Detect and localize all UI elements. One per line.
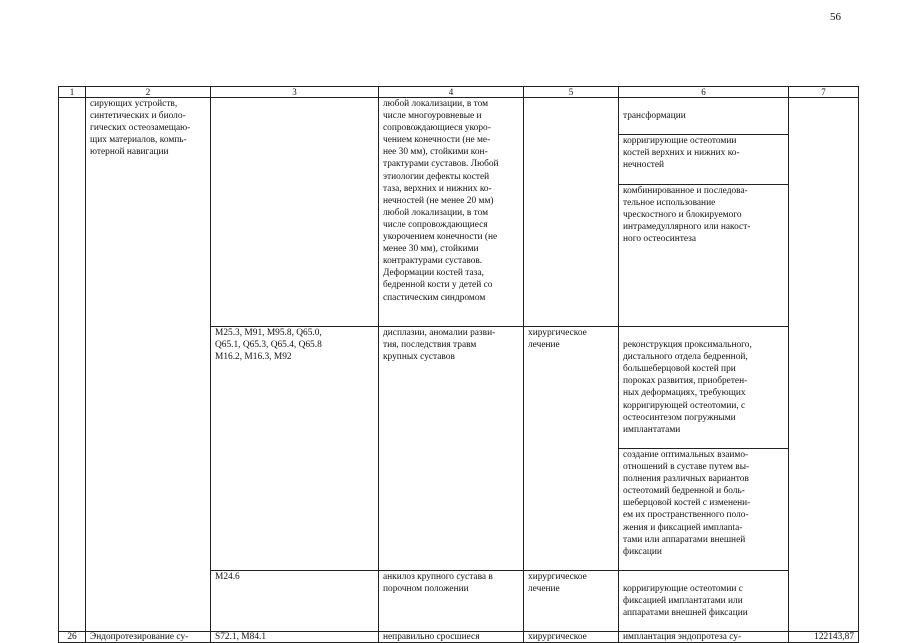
cost-cell: 122143,87	[789, 632, 859, 643]
treatment-method-cell	[619, 98, 789, 327]
treatment-type-cell: хирургическое	[524, 632, 619, 643]
treatment-method-item: реконструкция проксимального, дистального отдела бедренной, большеберцовой костей при пороках развития, приобретен- ных деформациях, требующих корригирующей остеотомии, с остеосинтезом погружными имплантатами	[623, 340, 752, 435]
patient-model-cell: анкилоз крупного сустава в порочном положении	[379, 570, 524, 631]
care-type-cell: Эндопротезирование су-	[86, 632, 211, 643]
diagnosis-codes-cell	[211, 98, 379, 327]
diagnosis-codes-cell: M24.6	[211, 570, 379, 631]
diagnosis-codes-cell: S72.1, M84.1	[211, 632, 379, 643]
treatment-method-item: трансформации	[623, 111, 686, 122]
column-number-3: 3	[211, 87, 379, 98]
treatment-method-cell	[619, 570, 789, 631]
column-number-4: 4	[379, 87, 524, 98]
column-number-5: 5	[524, 87, 619, 98]
treatment-method-item: корригирующие остеотомии с фиксацией имплантатами или аппаратами внешней фиксации	[623, 583, 748, 619]
diagnosis-codes-cell: M25.3, M91, M95.8, Q65.0, Q65.1, Q65.3, Q65.4, Q65.8 M16.2, M16.3, M92	[211, 327, 379, 571]
patient-model-cell: любой локализации, в том числе многоуровневые и сопровождающиеся укоро- чением конечности (не ме- нее 30 мм), стойкими кон- трактурами суставов. Любой этиологии дефекты костей таза, верхних и нижних ко- нечностей (не менее 20 мм) любой локализации, в том числе сопровождающиеся укорочением конечности (не менее 30 мм), стойкими контрактурами суставов. Деформации костей таза, бедренной кости у детей со спастическим синдромом	[379, 98, 524, 327]
item-number-cell: 26	[59, 632, 86, 643]
treatment-method-item: корригирующие остеотомии костей верхних и нижних ко- нечностей	[619, 134, 788, 171]
cost-cell	[789, 98, 859, 632]
table-row	[59, 98, 859, 327]
column-number-header-row	[59, 87, 859, 98]
treatment-method-item: создание оптимальных взаимо- отношений в суставе путем вы- полнения различных вариантов остеотомий бедренной и боль- шеберцовой костей с изменени- ем их пространственного поло- жения и фиксацией имплanta- тами или аппаратами внешней фиксации	[619, 448, 788, 558]
treatment-type-cell: хирургическое лечение	[524, 327, 619, 571]
medical-care-table	[58, 86, 859, 643]
treatment-type-cell: хирургическое лечение	[524, 570, 619, 631]
column-number-1: 1	[59, 87, 86, 98]
item-number-cell	[59, 98, 86, 632]
page-number: 56	[830, 11, 841, 23]
treatment-type-cell	[524, 98, 619, 327]
patient-model-cell: дисплазии, аномалии разви- тия, последствия травм крупных суставов	[379, 327, 524, 571]
column-number-7: 7	[789, 87, 859, 98]
column-number-2: 2	[86, 87, 211, 98]
treatment-method-cell	[619, 327, 789, 571]
table-row	[59, 632, 859, 643]
care-type-cell: сирующих устройств, синтетических и биоло- гических остеозамещаю- щих материалов, компь- ютерной навигации	[86, 98, 211, 632]
column-number-6: 6	[619, 87, 789, 98]
treatment-method-item: комбинированное и последова- тельное использование чрескостного и блокируемого интрамедуллярного или накост- ного остеосинтеза	[619, 184, 788, 245]
treatment-method-cell: имплантация эндопротеза су-	[619, 632, 789, 643]
patient-model-cell: неправильно сросшиеся	[379, 632, 524, 643]
